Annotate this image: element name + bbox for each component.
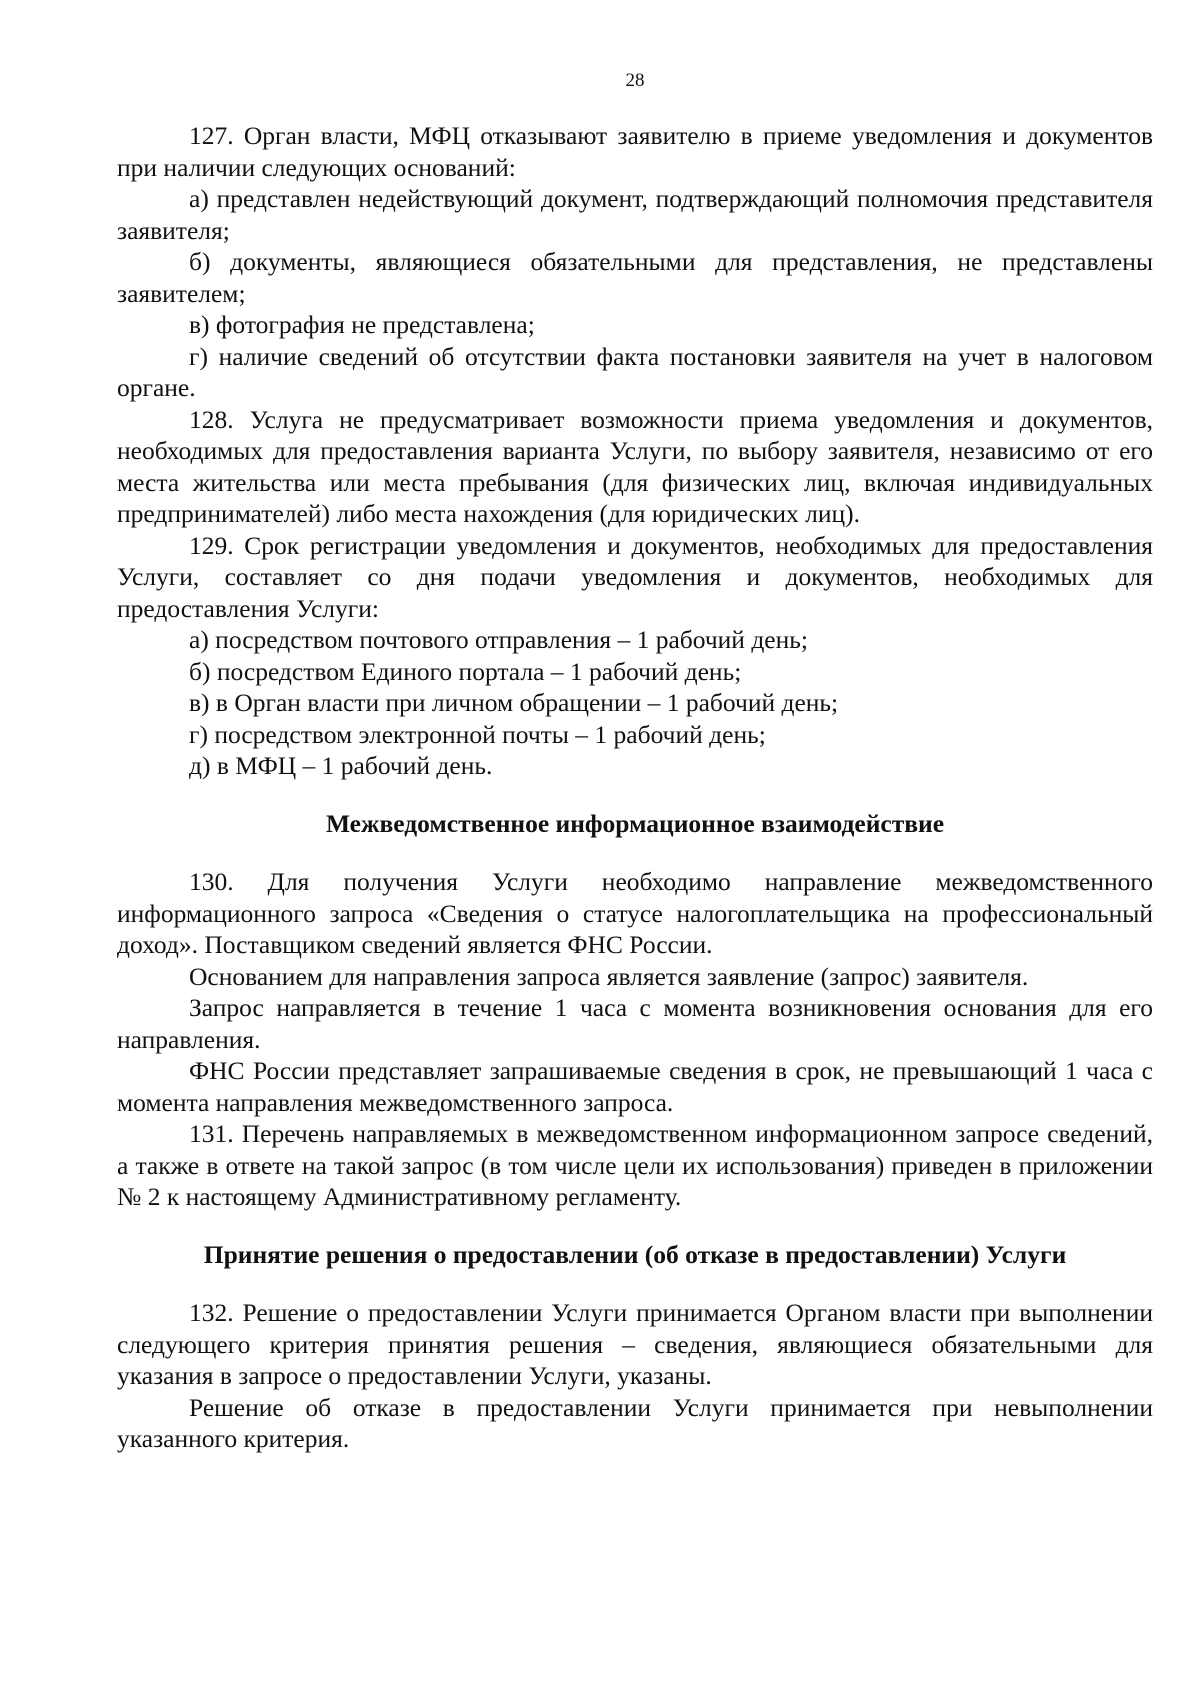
section-heading-interagency: Межведомственное информационное взаимодействие: [325, 808, 945, 838]
spacer: [117, 1213, 1153, 1239]
paragraph-129: 129. Срок регистрации уведомления и документов, необходимых для предоставления Услуги, составляет со дня подачи уведомления и документов, необходимых для предоставления Услуги:: [117, 530, 1153, 623]
document-body: [117, 120, 1153, 1455]
subitem-127-b: б) документы, являющиеся обязательными для представления, не представлены заявителем;: [117, 247, 1153, 308]
paragraph-130-timing: Запрос направляется в течение 1 часа с момента возникновения основания для его направления.: [117, 993, 1153, 1054]
paragraph-132-refusal: Решение об отказе в предоставлении Услуги принимается при невыполнении указанного критерия.: [117, 1392, 1153, 1453]
paragraph-131: 131. Перечень направляемых в межведомственном информационном запросе сведений, а также в ответе на такой запрос (в том числе цели их использования) приведен в приложении № 2 к настоящему Административному регламенту.: [117, 1119, 1153, 1211]
section-heading-decision: Принятие решения о предоставлении (об отказе в предоставлении) Услуги: [203, 1239, 1067, 1269]
paragraph-130-basis: Основанием для направления запроса является заявление (запрос) заявителя.: [189, 961, 1029, 991]
paragraph-132: 132. Решение о предоставлении Услуги принимается Органом власти при выполнении следующего критерия принятия решения – сведения, являющиеся обязательными для указания в запросе о предоставлении Услуги, указаны.: [117, 1298, 1153, 1390]
subitem-127-g: г) наличие сведений об отсутствии факта постановки заявителя на учет в налоговом органе.: [117, 341, 1153, 402]
spacer: [117, 1270, 1153, 1297]
paragraph-128: 128. Услуга не предусматривает возможности приема уведомления и документов, необходимых для предоставления варианта Услуги, по выбору заявителя, независимо от его места жительства или места пребывания (для физических лиц, включая индивидуальных предпринимателей) либо места нахождения (для юридических лиц).: [117, 404, 1153, 528]
paragraph-130-fns: ФНС России представляет запрашиваемые сведения в срок, не превышающий 1 часа с момента направления межведомственного запроса.: [117, 1056, 1153, 1117]
spacer: [117, 782, 1153, 808]
paragraph-127: 127. Орган власти, МФЦ отказывают заявителю в приеме уведомления и документов при наличии следующих оснований:: [117, 121, 1153, 182]
subitem-127-v: в) фотография не представлена;: [189, 310, 535, 339]
paragraph-130: 130. Для получения Услуги необходимо направление межведомственного информационного запроса «Сведения о статусе налогоплательщика на профессиональный доход». Поставщиком сведений является ФНС России.: [117, 867, 1153, 959]
subitem-129-d: д) в МФЦ – 1 рабочий день.: [189, 751, 493, 780]
subitem-129-v: в) в Орган власти при личном обращении – 1 рабочий день;: [189, 688, 839, 717]
subitem-129-g: г) посредством электронной почты – 1 рабочий день;: [189, 719, 766, 749]
subitem-127-a: а) представлен недействующий документ, подтверждающий полномочия представителя заявителя;: [117, 184, 1153, 245]
subitem-129-a: а) посредством почтового отправления – 1 рабочий день;: [189, 625, 808, 654]
page-number: 28: [625, 70, 645, 91]
spacer: [117, 839, 1153, 866]
subitem-129-b: б) посредством Единого портала – 1 рабочий день;: [189, 656, 742, 686]
